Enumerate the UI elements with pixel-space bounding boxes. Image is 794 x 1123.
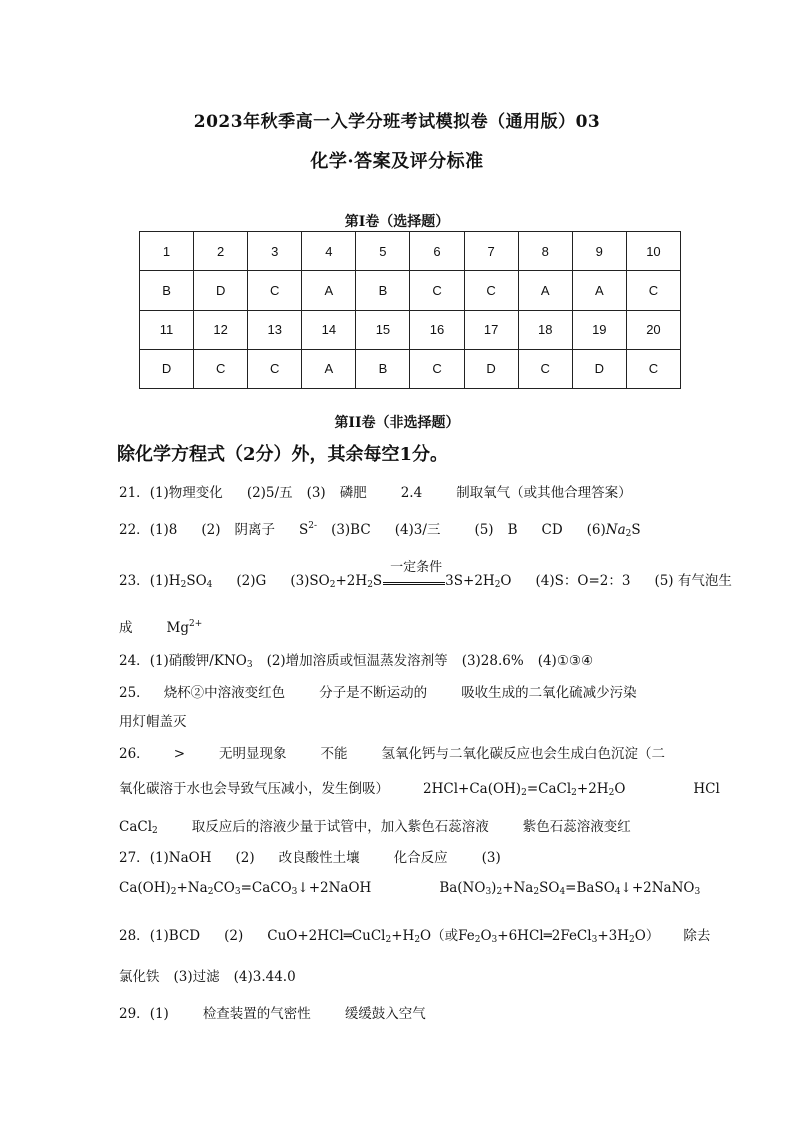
table-row-answers xyxy=(140,349,681,388)
table-cell: C xyxy=(248,349,302,388)
table-cell: A xyxy=(302,271,356,310)
page-title: 2023年秋季高一入学分班考试模拟卷（通用版）03 xyxy=(193,112,601,132)
table-row-question-numbers xyxy=(140,310,681,349)
question-21-answer: 21．(1)物理变化 (2)5/五 (3) 磷肥 2.4 制取氧气（或其他合理答案） xyxy=(119,485,632,501)
table-cell: 12 xyxy=(194,310,248,349)
question-24-answer: 24．(1)硝酸钾$/KNO_3$ (2)增加溶质或恒温蒸发溶剂等 (3)28.6% (4)①③④ xyxy=(119,653,594,670)
table-cell: B xyxy=(140,271,194,310)
table-cell: C xyxy=(194,349,248,388)
table-cell: 19 xyxy=(572,310,626,349)
question-25-answer-cont: 用灯帽盖灭 xyxy=(119,714,187,730)
table-row-answers xyxy=(140,271,681,310)
table-cell: D xyxy=(194,271,248,310)
question-27-answer: 27．(1)NaOH (2) 改良酸性土壤 化合反应 (3) xyxy=(119,850,501,866)
table-row-question-numbers xyxy=(140,232,681,271)
table-cell: 3 xyxy=(248,232,302,271)
section-title-choice: 第I卷（选择题） xyxy=(344,214,450,230)
table-cell: D xyxy=(572,349,626,388)
table-cell: C xyxy=(410,271,464,310)
table-cell: C xyxy=(248,271,302,310)
table-cell: 14 xyxy=(302,310,356,349)
reaction-condition-label: 一定条件 xyxy=(390,560,443,575)
table-cell: 16 xyxy=(410,310,464,349)
table-cell: A xyxy=(518,271,572,310)
table-cell: A xyxy=(572,271,626,310)
table-cell: B xyxy=(356,271,410,310)
question-27-equations: $Ca(OH)_2+Na_2CO_3=CaCO_3↓+2NaOH$ $Ba(NO_3)_2+Na_2SO_4=BaSO_4↓+2NaNO_3$ xyxy=(119,880,701,897)
table-cell: C xyxy=(464,271,518,310)
scoring-note: 除化学方程式（2分）外，其余每空1分。 xyxy=(117,444,449,465)
table-cell: D xyxy=(140,349,194,388)
table-cell: 7 xyxy=(464,232,518,271)
question-26-answer: 26． > 无明显现象 不能 氢氧化钙与二氧化碳反应也会生成白色沉淀（二 xyxy=(119,746,665,762)
question-23-answer-cont: 成 $Mg^{2+}$ xyxy=(119,619,203,636)
question-28-answer-cont: 氯化铁 (3)过滤 (4)3.44.0 xyxy=(119,969,296,985)
table-cell: 5 xyxy=(356,232,410,271)
question-23-answer: 23．$(1)H_2SO_4$ (2)G $(3)SO_2+2H_2S$ 一定条件 $3S+2H_2O$ (4)S：O=2：3 (5) 有气泡生 xyxy=(119,569,732,589)
question-22-answer: 22．(1)8 (2) 阴离子 $S^{2-}$ (3)BC (4)3/三 (5) B CD $(6)Na_2S$ xyxy=(119,521,641,539)
table-cell: 6 xyxy=(410,232,464,271)
table-cell: C xyxy=(518,349,572,388)
question-26-answer-cont1: 氧化碳溶于水也会导致气压减小，发生倒吸） $2HCl+Ca(OH)_2=CaCl_2+2H_2O$ HCl xyxy=(119,781,720,798)
section-title-nonchoice: 第II卷（非选择题） xyxy=(334,415,460,431)
table-cell: D xyxy=(464,349,518,388)
table-cell: 10 xyxy=(626,232,680,271)
table-cell: C xyxy=(626,349,680,388)
table-cell: 8 xyxy=(518,232,572,271)
question-28-answer: 28．(1)BCD (2) $CuO+2HCl═CuCl_2+H_2O$（或$Fe_2O_3+6HCl═2FeCl_3+3H_2O$） 除去 xyxy=(119,928,711,945)
question-25-answer: 25． 烧杯②中溶液变红色 分子是不断运动的 吸收生成的二氧化硫减少污染 xyxy=(119,685,637,701)
table-cell: 4 xyxy=(302,232,356,271)
question-29-answer: 29．(1) 检查装置的气密性 缓缓鼓入空气 xyxy=(119,1006,426,1022)
table-cell: 2 xyxy=(194,232,248,271)
page-subtitle: 化学·答案及评分标准 xyxy=(310,151,484,172)
table-cell: B xyxy=(356,349,410,388)
table-cell: 20 xyxy=(626,310,680,349)
table-cell: 13 xyxy=(248,310,302,349)
table-cell: 17 xyxy=(464,310,518,349)
table-cell: 15 xyxy=(356,310,410,349)
table-cell: 1 xyxy=(140,232,194,271)
table-cell: A xyxy=(302,349,356,388)
table-cell: 18 xyxy=(518,310,572,349)
reaction-condition-arrow xyxy=(383,560,445,585)
table-cell: C xyxy=(410,349,464,388)
table-cell: C xyxy=(626,271,680,310)
table-cell: 9 xyxy=(572,232,626,271)
table-cell: 11 xyxy=(140,310,194,349)
choice-answer-table xyxy=(139,231,681,389)
question-26-answer-cont2: CaCl$_2$ 取反应后的溶液少量于试管中，加入紫色石蕊溶液 紫色石蕊溶液变红 xyxy=(119,819,631,836)
